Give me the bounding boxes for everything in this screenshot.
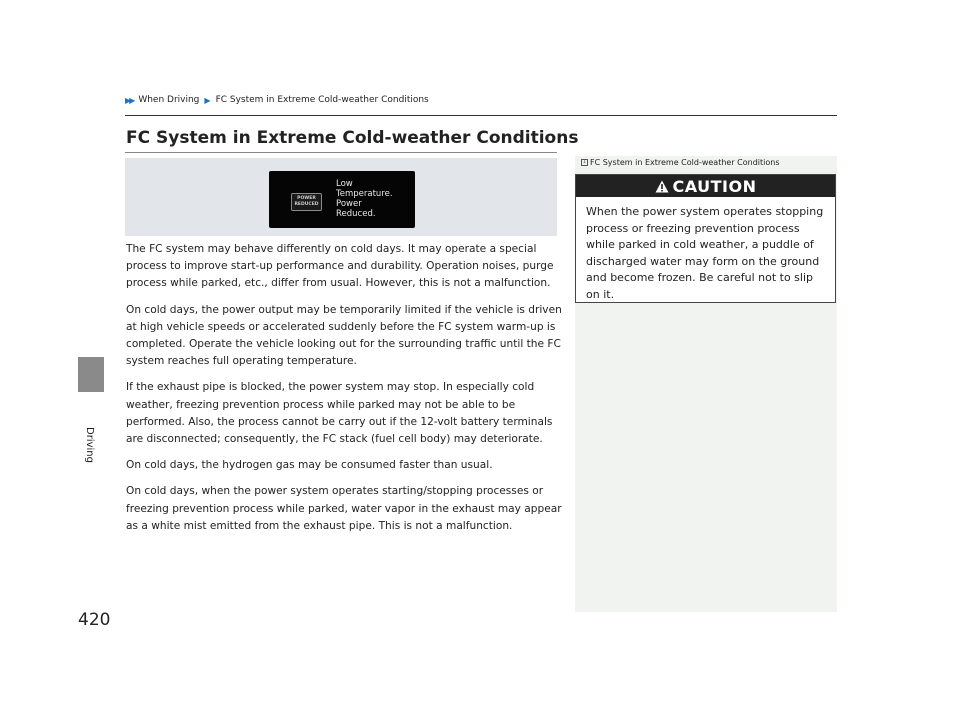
caution-text: When the power system operates stopping process or freezing prevention process while parked in cold weather, a puddle of discharged water may form on the ground and become frozen. Be careful not to slip on it.	[586, 205, 824, 301]
breadcrumb-item[interactable]: FC System in Extreme Cold-weather Conditions	[215, 95, 429, 105]
display-message	[336, 179, 393, 219]
section-title: FC System in Extreme Cold-weather Conditions	[126, 128, 579, 148]
badge-line: REDUCED	[294, 202, 319, 207]
paragraph: If the exhaust pipe is blocked, the power system may stop. In especially cold weather, freezing prevention process while parked may not be able to be performed. Also, the process cannot be carry out if the 12-volt battery terminals are disconnected; consequently, the FC stack (fuel cell body) may deteriorate.	[126, 381, 553, 446]
display-illustration	[125, 158, 557, 236]
paragraph: On cold days, the power output may be temporarily limited if the vehicle is driven at high vehicle speeds or accelerated suddenly before the FC system warm-up is completed. Operate the vehicle looking out for the surrounding traffic until the FC system reaches full operating temperature.	[126, 303, 562, 368]
display-line: Power	[336, 199, 362, 209]
chapter-label: Driving	[84, 427, 95, 463]
caution-box	[575, 174, 836, 303]
warning-triangle-icon	[655, 180, 669, 193]
breadcrumb-item[interactable]: When Driving	[138, 95, 200, 105]
double-arrow-icon: ▶▶	[125, 95, 134, 105]
arrow-icon: ▶	[204, 95, 211, 105]
body-text	[126, 241, 562, 544]
display-line: Temperature.	[336, 189, 393, 199]
badge-line: POWER	[297, 196, 316, 201]
caution-label: CAUTION	[672, 176, 757, 196]
caution-header	[576, 175, 835, 197]
power-reduced-indicator-icon	[291, 193, 322, 211]
breadcrumb	[125, 95, 429, 105]
paragraph: The FC system may behave differently on cold days. It may operate a special process to improve start-up performance and durability. Operation noises, purge process while parked, etc., differ from usual. However, this is not a malfunction.	[126, 243, 554, 290]
paragraph: On cold days, when the power system operates starting/stopping processes or freezing prevention process while parked, water vapor in the exhaust may appear as a white mist emitted from the exhaust pipe. This is not a malfunction.	[126, 485, 562, 532]
page-number: 420	[78, 610, 111, 630]
note-title: FC System in Extreme Cold-weather Conditions	[590, 158, 780, 167]
note-marker-icon: 1	[582, 159, 587, 165]
chapter-tab	[78, 357, 104, 392]
paragraph: On cold days, the hydrogen gas may be consumed faster than usual.	[126, 459, 493, 472]
display-line: Reduced.	[336, 209, 376, 219]
notes-panel	[575, 156, 837, 612]
instrument-display	[269, 171, 415, 228]
header-divider	[125, 115, 837, 116]
display-line: Low	[336, 179, 353, 189]
note-header	[581, 158, 780, 167]
title-divider	[125, 152, 557, 153]
